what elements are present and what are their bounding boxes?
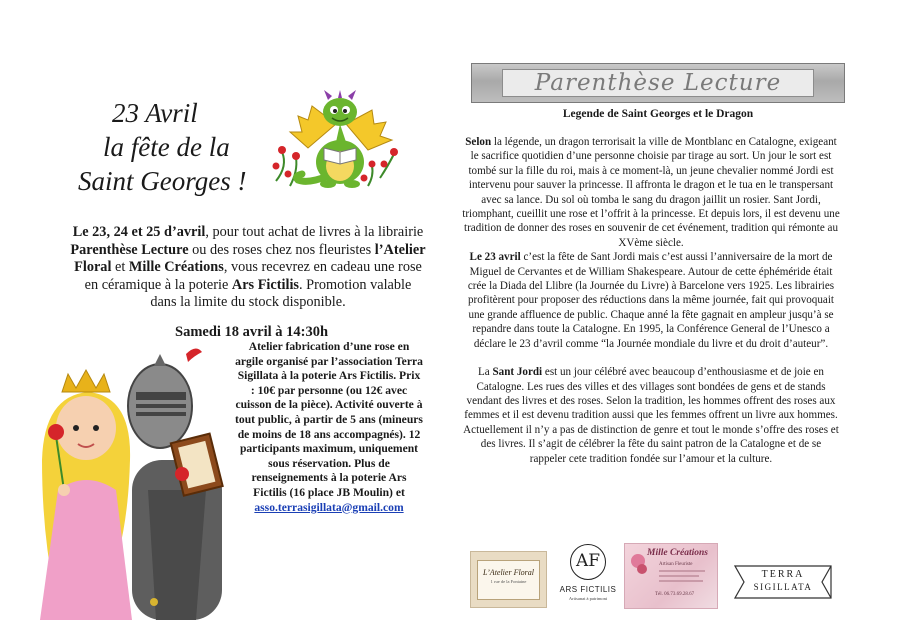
title-block — [70, 96, 270, 206]
intro-shop-2: l’Atelier Floral — [74, 241, 426, 275]
event-body-text: Atelier fabrication d’une rose en argile organisé par l’association Terra Sigillata à la poterie Ars Fictilis. Prix : 10€ par personne (ou 12€ avec cuisson de la pièce). Activité ouverte à tout public, à partir de 5 ans (mineurs de moins de 18 ans accompagnés). 12 participants maximum, uniquement sous réservation. Plus de renseignements à la poterie Ars Fictilis (16 place JB Moulin) et — [235, 340, 423, 499]
story-text-4: Actuellement il n’y a pas de distinction de genre et tout le monde s’offre des roses et des livres. Il s’agit de célébrer la fête du saint patron de la Catalogne et de se rappeler cete tradition fondée sur l’amour et la culture. — [463, 423, 839, 465]
intro-text-1: , pour tout achat de livres à la librairie — [205, 224, 424, 240]
intro-text-4: , vous recevrez en cadeau une rose en céramique à la poterie — [84, 259, 422, 293]
story-text-2: c’est la fête de Sant Jordi mais c’est aussi l’anniversaire de la mort de Miguel de Cervantes et de William Shakespeare. Autour de cette éphéméride était crée la Diada del Llibre (la Journée du Livre) à Barcelone vers 1925. Les librairies profitèrent pour proposer des réductions dans la même journée, fait qui provoquait une grande affluence de public. Chaque anné la fête gagnait en ampleur jusqu’à se repandre dans toute la Catalogne. En 1995, la Conférence General de l’Unesco a déclare le 23 d’avril comme “la Journée mondiale du livre et du droit d’auteur”. — [467, 251, 835, 350]
title-line-2: la fête de la — [103, 132, 230, 162]
intro-shop-3: Mille Créations — [128, 259, 224, 275]
ars-tagline: Artisanat à patrimoni — [568, 596, 608, 601]
intro-dates: Le 23, 24 et 25 d’avril — [72, 224, 206, 240]
story-paragraph-3 — [462, 365, 840, 423]
mille-name: Mille Créations — [647, 548, 708, 558]
title-line-3: Saint Georges ! — [78, 166, 247, 196]
atelier-sub: 1 rue de la Fontaine — [490, 579, 527, 584]
intro-shop-4: Ars Fictilis — [231, 276, 299, 293]
intro-text-3: et — [111, 259, 129, 275]
atelier-floral-logo — [470, 551, 547, 608]
title-line-1: 23 Avril — [112, 98, 198, 128]
atelier-name: L’Atelier Floral — [482, 568, 535, 577]
mille-creations-logo — [624, 543, 718, 609]
intro-text-2: ou des roses chez nos fleuristes — [188, 241, 375, 258]
ars-fictilis-logo — [557, 544, 619, 612]
terra-line-1: TERRA — [761, 569, 805, 580]
banner-title: Parenthèse Lecture — [502, 69, 814, 97]
story-lead-2: Le 23 avril — [469, 251, 521, 264]
event-heading: Samedi 18 avril à 14:30h — [175, 324, 329, 340]
email-link[interactable]: asso.terrasigillata@gmail.com — [254, 500, 404, 514]
mille-sub: Artisan Fleuriste — [659, 562, 693, 567]
story-paragraph-1 — [462, 135, 840, 250]
story-lead-1: Selon — [465, 136, 492, 148]
legend-title: Legende de Saint Georges et le Dragon — [562, 108, 754, 120]
intro-shop-1: Parenthèse Lecture — [70, 241, 189, 258]
dragon-illustration — [268, 86, 404, 196]
story-paragraph-4 — [462, 423, 840, 466]
legend-story — [462, 135, 840, 466]
story-text-3: est un jour célébré avec beaucoup d’enthousiasme et de joie en Catalogne. Les rues des villes et des villages sont bondées de gens et de stands vendant des livres et des roses. Selon la tradition, les hommes offrent des roses aux femmes et il est devenu tradition aussi que les femmes offrent un livre aux hommes. — [464, 366, 838, 422]
story-paragraph-2 — [462, 250, 840, 351]
story-pre-3: La — [478, 366, 493, 379]
story-lead-3: Sant Jordi — [492, 366, 543, 379]
ars-name: ARS FICTILIS — [559, 585, 617, 594]
intro-paragraph — [70, 224, 426, 312]
mille-tel: Tél. 06.73.69.28.67 — [655, 592, 695, 597]
terra-sigillata-logo — [734, 565, 832, 599]
event-description — [235, 340, 423, 515]
princess-knight-illustration — [36, 340, 232, 620]
parenthese-lecture-banner — [471, 63, 845, 103]
intro-text-5: . Promotion valable dans la limite du stock disponible. — [150, 276, 412, 310]
terra-line-2: SIGILLATA — [753, 582, 813, 592]
story-text-1: la légende, un dragon terrorisait la ville de Montblanc en Catalogne, exigeant le sacrifice quotidien d’une personne choisie par tirage au sort. Un jour le sort est tombé sur la fille du roi, mais à ce moment-là, un jeune chevalier nommé Jordi est intervenu pour sauver la princesse. Il affronta le dragon et le tua en le transpersant avec sa lance. Du sol où tomba le sang du dragon jaillit un rosier. Sant Jordi, triomphant, cueillit une rose et l’offrit à la princesse. Et depuis lors, il est devenu une tradition de donner des roses en souvenir de cet événement, tradition qui rémonte au XVème siècle. — [462, 136, 840, 249]
ars-mark: AF — [575, 551, 601, 571]
